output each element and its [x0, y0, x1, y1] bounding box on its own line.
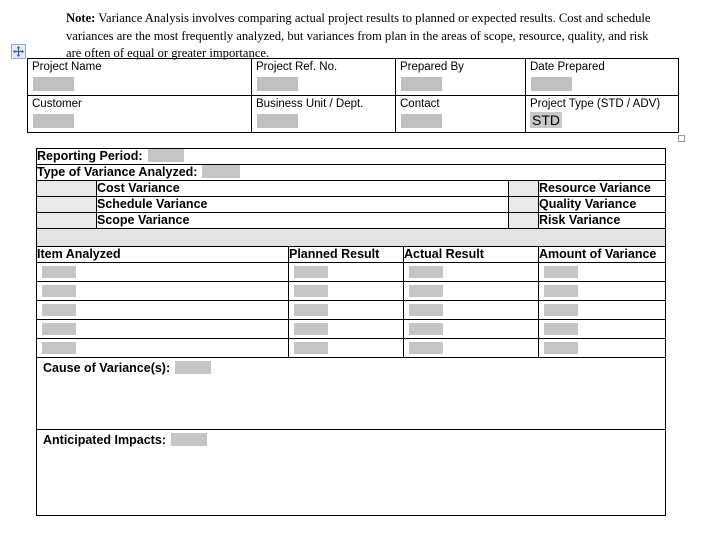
cell-business-unit[interactable] — [252, 96, 396, 133]
field-amount-of-variance[interactable] — [544, 304, 578, 316]
cell-actual-result[interactable] — [404, 320, 539, 339]
label-cost-variance: Cost Variance — [97, 181, 509, 197]
cause-of-variance-block — [37, 358, 665, 378]
note-text: Variance Analysis involves comparing actual project results to planned or expected results. Cost and schedule variances are the most frequently analyzed, but variances from plan in the areas of scope, resource, quality, and risk are often of equal or greater importance. — [66, 11, 651, 60]
field-actual-result[interactable] — [409, 323, 443, 335]
cell-planned-result[interactable] — [289, 301, 404, 320]
cell-project-ref-no[interactable] — [252, 59, 396, 96]
label-project-name: Project Name — [32, 61, 102, 73]
row-cause-of-variance[interactable] — [37, 358, 666, 430]
field-amount-of-variance[interactable] — [544, 285, 578, 297]
cell-planned-result[interactable] — [289, 282, 404, 301]
label-type-of-variance: Type of Variance Analyzed: — [37, 165, 198, 179]
table-row — [37, 213, 666, 229]
label-risk-variance: Risk Variance — [539, 213, 666, 229]
cell-amount-of-variance[interactable] — [539, 263, 666, 282]
field-actual-result[interactable] — [409, 304, 443, 316]
checkbox-resource-variance[interactable] — [509, 181, 539, 197]
column-header-planned-result: Planned Result — [289, 247, 404, 263]
table-row — [37, 197, 666, 213]
checkbox-scope-variance[interactable] — [37, 213, 97, 229]
label-business-unit: Business Unit / Dept. — [256, 98, 364, 110]
field-type-of-variance[interactable] — [202, 165, 240, 178]
row-reporting-period[interactable] — [37, 149, 666, 165]
field-business-unit[interactable] — [257, 114, 298, 128]
table-row — [37, 149, 666, 165]
field-cause-of-variance[interactable] — [175, 361, 211, 374]
cell-item-analyzed[interactable] — [37, 282, 289, 301]
project-info-table — [27, 58, 679, 133]
field-planned-result[interactable] — [294, 285, 328, 297]
cell-project-type[interactable] — [526, 96, 679, 133]
table-row — [37, 358, 666, 430]
field-item-analyzed[interactable] — [42, 342, 76, 354]
cell-project-name[interactable] — [28, 59, 252, 96]
label-contact: Contact — [400, 98, 440, 110]
table-row — [37, 229, 666, 247]
label-scope-variance: Scope Variance — [97, 213, 509, 229]
label-cause-of-variance: Cause of Variance(s): — [43, 361, 171, 375]
field-date-prepared[interactable] — [531, 77, 572, 91]
field-amount-of-variance[interactable] — [544, 323, 578, 335]
cell-actual-result[interactable] — [404, 263, 539, 282]
field-amount-of-variance[interactable] — [544, 266, 578, 278]
label-schedule-variance: Schedule Variance — [97, 197, 509, 213]
table-row — [37, 181, 666, 197]
resize-handle-icon[interactable] — [678, 135, 685, 142]
cell-customer[interactable] — [28, 96, 252, 133]
cell-item-analyzed[interactable] — [37, 339, 289, 358]
column-header-actual-result: Actual Result — [404, 247, 539, 263]
field-planned-result[interactable] — [294, 266, 328, 278]
variance-analysis-table — [36, 148, 666, 516]
note-paragraph — [66, 10, 666, 63]
cell-amount-of-variance[interactable] — [539, 282, 666, 301]
field-actual-result[interactable] — [409, 285, 443, 297]
field-item-analyzed[interactable] — [42, 304, 76, 316]
cell-contact[interactable] — [396, 96, 526, 133]
label-customer: Customer — [32, 98, 82, 110]
label-anticipated-impacts: Anticipated Impacts: — [43, 433, 166, 447]
label-quality-variance: Quality Variance — [539, 197, 666, 213]
cell-planned-result[interactable] — [289, 263, 404, 282]
field-contact[interactable] — [401, 114, 442, 128]
checkbox-cost-variance[interactable] — [37, 181, 97, 197]
table-row — [37, 263, 666, 282]
table-row — [37, 339, 666, 358]
cell-actual-result[interactable] — [404, 301, 539, 320]
table-row — [37, 320, 666, 339]
field-reporting-period[interactable] — [148, 149, 184, 162]
field-actual-result[interactable] — [409, 342, 443, 354]
field-planned-result[interactable] — [294, 304, 328, 316]
field-prepared-by[interactable] — [401, 77, 442, 91]
field-amount-of-variance[interactable] — [544, 342, 578, 354]
checkbox-schedule-variance[interactable] — [37, 197, 97, 213]
table-move-handle-icon[interactable] — [11, 44, 26, 59]
field-project-type[interactable]: STD — [532, 112, 560, 128]
field-item-analyzed[interactable] — [42, 266, 76, 278]
table-row — [37, 301, 666, 320]
cell-prepared-by[interactable] — [396, 59, 526, 96]
field-planned-result[interactable] — [294, 342, 328, 354]
column-header-item-analyzed: Item Analyzed — [37, 247, 289, 263]
row-anticipated-impacts[interactable] — [37, 430, 666, 516]
cell-item-analyzed[interactable] — [37, 301, 289, 320]
field-item-analyzed[interactable] — [42, 323, 76, 335]
table-row — [37, 282, 666, 301]
cell-amount-of-variance[interactable] — [539, 339, 666, 358]
field-project-name[interactable] — [33, 77, 74, 91]
field-item-analyzed[interactable] — [42, 285, 76, 297]
cell-date-prepared[interactable] — [526, 59, 679, 96]
table-row — [28, 59, 679, 96]
table-row — [37, 165, 666, 181]
note-label: Note: — [66, 11, 96, 25]
row-type-of-variance[interactable] — [37, 165, 666, 181]
cell-actual-result[interactable] — [404, 339, 539, 358]
table-row — [28, 96, 679, 133]
label-resource-variance: Resource Variance — [539, 181, 666, 197]
label-prepared-by: Prepared By — [400, 61, 464, 73]
cell-amount-of-variance[interactable] — [539, 320, 666, 339]
cell-planned-result[interactable] — [289, 320, 404, 339]
spacer-row — [37, 229, 666, 247]
anticipated-impacts-block — [37, 430, 665, 450]
field-anticipated-impacts[interactable] — [171, 433, 207, 446]
checkbox-quality-variance[interactable] — [509, 197, 539, 213]
table-header-row — [37, 247, 666, 263]
field-customer[interactable] — [33, 114, 74, 128]
label-project-ref-no: Project Ref. No. — [256, 61, 338, 73]
column-header-amount-of-variance: Amount of Variance — [539, 247, 666, 263]
field-planned-result[interactable] — [294, 323, 328, 335]
field-project-ref-no[interactable] — [257, 77, 298, 91]
field-actual-result[interactable] — [409, 266, 443, 278]
label-date-prepared: Date Prepared — [530, 61, 605, 73]
cell-item-analyzed[interactable] — [37, 263, 289, 282]
cell-planned-result[interactable] — [289, 339, 404, 358]
label-project-type: Project Type (STD / ADV) — [530, 98, 661, 110]
cell-actual-result[interactable] — [404, 282, 539, 301]
cell-item-analyzed[interactable] — [37, 320, 289, 339]
label-reporting-period: Reporting Period: — [37, 149, 143, 163]
checkbox-risk-variance[interactable] — [509, 213, 539, 229]
table-row — [37, 430, 666, 516]
cell-amount-of-variance[interactable] — [539, 301, 666, 320]
